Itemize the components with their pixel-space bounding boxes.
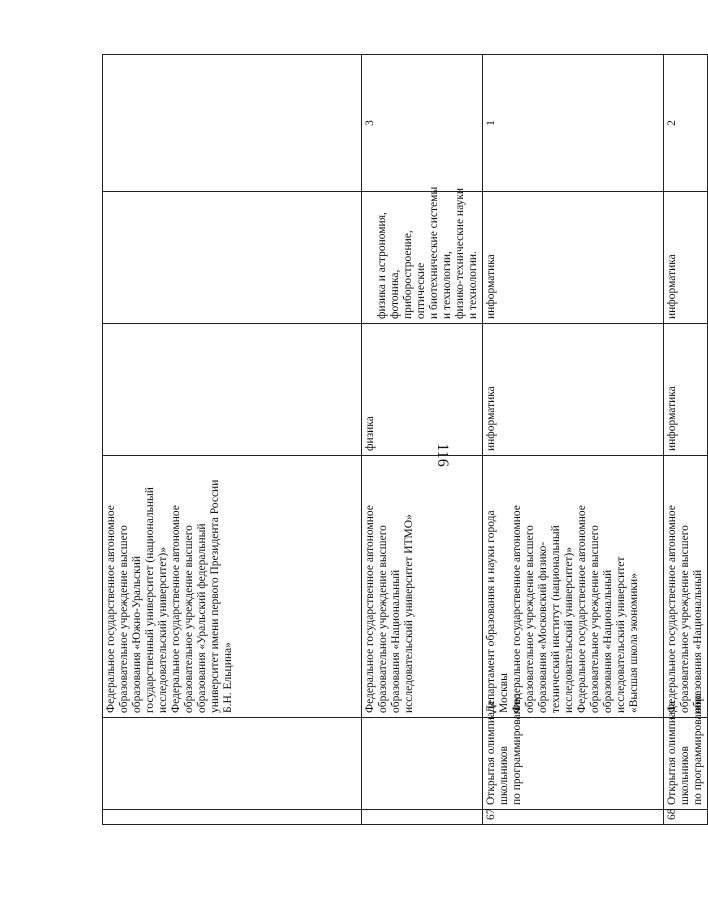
organizer-line: образования «Национальный bbox=[692, 569, 704, 713]
row-number-cell bbox=[664, 810, 708, 825]
organizers-cell bbox=[483, 456, 664, 718]
olympiad-name-line: по программированию bbox=[692, 693, 704, 805]
organizers-cell bbox=[103, 456, 362, 718]
profile-line: физика и астрономия, bbox=[376, 212, 388, 319]
level-cell bbox=[103, 55, 362, 192]
organizers-cell bbox=[664, 456, 708, 718]
olympiad-table bbox=[102, 54, 708, 825]
subject-text: информатика bbox=[666, 386, 678, 451]
profile-line: информатика bbox=[485, 254, 497, 319]
organizer-line: Федеральное государственное автономное bbox=[170, 505, 182, 713]
rotated-page-content bbox=[102, 55, 704, 825]
subject-text: информатика bbox=[485, 386, 497, 451]
organizer-line: образования «Южно-Уральский bbox=[131, 556, 143, 713]
olympiad-name-line: Открытая олимпиада bbox=[485, 701, 497, 805]
organizer-line: образования «Уральский федеральный bbox=[196, 523, 208, 713]
organizer-line: образования «Московский физико- bbox=[537, 541, 549, 713]
level-value: 2 bbox=[666, 120, 678, 126]
organizer-line: образовательное учреждение высшего bbox=[524, 525, 536, 713]
profile-cell bbox=[362, 186, 483, 324]
organizer-line: образовательное учреждение высшего bbox=[183, 525, 195, 713]
olympiad-name-line: по программированию bbox=[511, 693, 523, 805]
profile-line: оптические bbox=[415, 262, 427, 319]
subject-cell bbox=[103, 324, 362, 456]
level-cell bbox=[664, 55, 708, 192]
organizer-line: образовательное учреждение высшего bbox=[377, 525, 389, 713]
level-cell bbox=[362, 55, 483, 192]
organizers-cell bbox=[362, 456, 483, 718]
subject-cell bbox=[664, 324, 708, 456]
organizer-line: Б.Н. Ельцина» bbox=[222, 642, 234, 713]
organizer-line: исследовательский университет)» bbox=[563, 547, 575, 713]
table-row bbox=[362, 55, 483, 825]
table-row bbox=[664, 55, 708, 825]
organizer-line: Федеральное государственное автономное bbox=[511, 505, 523, 713]
organizer-line: образовательное учреждение высшего bbox=[679, 525, 691, 713]
organizer-line: Федеральное государственное автономное bbox=[105, 505, 117, 713]
organizer-line: Москвы bbox=[498, 673, 510, 713]
organizer-line: Федеральное государственное автономное bbox=[666, 505, 678, 713]
subject-text: физика bbox=[364, 416, 376, 451]
organizer-line: «Высшая школа экономики» bbox=[628, 573, 640, 713]
olympiad-name-line: школьников bbox=[498, 746, 510, 805]
organizer-line: технический институт (национальный bbox=[550, 525, 562, 713]
organizer-line: исследовательский университет)» bbox=[157, 547, 169, 713]
olympiad-name-cell bbox=[103, 718, 362, 810]
subject-cell bbox=[362, 324, 483, 456]
row-number: 67 bbox=[485, 808, 497, 820]
profile-cell bbox=[103, 192, 362, 324]
profile-line: и биотехнические системы bbox=[428, 186, 440, 319]
olympiad-name-line: Открытая олимпиада bbox=[666, 701, 678, 805]
level-value: 1 bbox=[485, 120, 497, 126]
table-body bbox=[103, 55, 708, 825]
profile-cell bbox=[483, 192, 664, 324]
page-number: 116 bbox=[434, 443, 451, 467]
profile-line: физико-технические науки bbox=[454, 187, 466, 319]
table-row bbox=[103, 55, 362, 825]
organizer-line: Федеральное государственное автономное bbox=[576, 505, 588, 713]
profile-line: фотоника, bbox=[389, 269, 401, 319]
olympiad-name-cell bbox=[362, 718, 483, 810]
organizer-line: образовательное учреждение высшего bbox=[118, 525, 130, 713]
olympiad-name-line: школьников bbox=[679, 746, 691, 805]
row-number-cell bbox=[362, 810, 483, 825]
profile-line: и технологии, bbox=[441, 251, 453, 319]
organizer-line: образования «Национальный bbox=[390, 569, 402, 713]
organizer-line: исследовательский университет ИТМО» bbox=[403, 514, 415, 713]
level-value: 3 bbox=[364, 120, 376, 126]
profile-line: информатика bbox=[666, 254, 678, 319]
profile-line: приборостроение, bbox=[402, 230, 414, 319]
organizer-line: образования «Национальный bbox=[602, 569, 614, 713]
organizer-line: Департамент образования и науки города bbox=[485, 510, 497, 713]
row-number-cell bbox=[483, 810, 664, 825]
profile-cell bbox=[664, 192, 708, 324]
organizer-line: государственный университет (национальный bbox=[144, 487, 156, 713]
olympiad-name-cell bbox=[664, 693, 708, 810]
organizer-line: Федеральное государственное автономное bbox=[364, 505, 376, 713]
table-row bbox=[483, 55, 664, 825]
level-cell bbox=[483, 55, 664, 192]
subject-cell bbox=[483, 324, 664, 456]
row-number-cell bbox=[103, 810, 362, 825]
row-number: 68 bbox=[666, 808, 678, 820]
profile-line: и технологии. bbox=[467, 251, 479, 319]
organizer-line: исследовательский университет bbox=[615, 556, 627, 713]
organizer-line: университет имени первого Президента России bbox=[209, 479, 221, 713]
organizer-line: образовательное учреждение высшего bbox=[589, 525, 601, 713]
